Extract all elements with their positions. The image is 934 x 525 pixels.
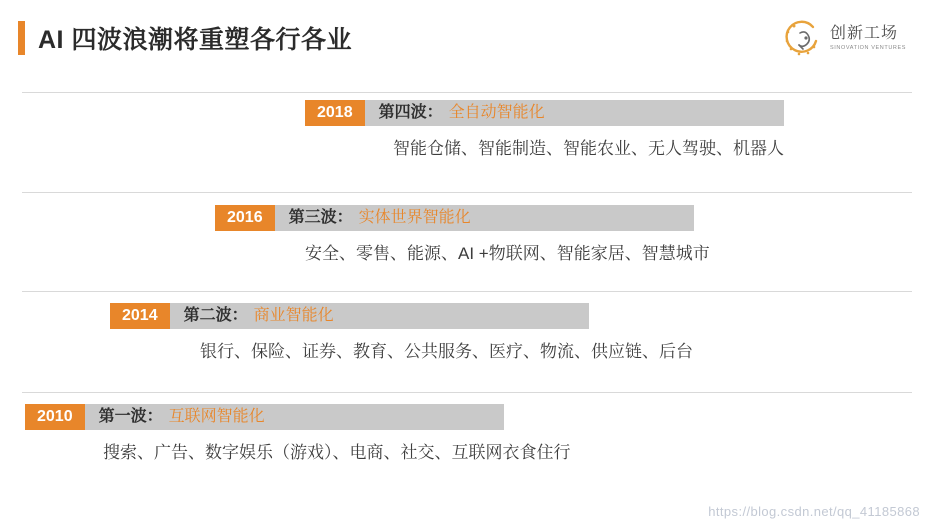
wave-bar <box>305 100 784 126</box>
wave-name: 第四波： <box>378 104 443 121</box>
wave-year: 2016 <box>215 205 275 231</box>
wave-name: 第一波： <box>98 408 163 425</box>
wave-items: 搜索、广告、数字娱乐（游戏）、电商、社交、互联网衣食住行 <box>103 443 571 462</box>
wave-desc: 实体世界智能化 <box>358 209 471 226</box>
wave-bar <box>110 303 589 329</box>
wave-label-strip <box>170 303 589 329</box>
brand-name-cn: 创新工场 <box>830 25 899 43</box>
wave-year: 2014 <box>110 303 170 329</box>
brand-logo-text <box>830 26 906 52</box>
sinovation-logo-icon <box>780 17 824 61</box>
wave-desc: 商业智能化 <box>253 307 334 324</box>
watermark: https://blog.csdn.net/qq_41185868 <box>708 504 920 519</box>
divider-wave2 <box>22 291 912 292</box>
wave-name: 第三波： <box>288 209 353 226</box>
wave-year: 2010 <box>25 404 85 430</box>
wave-name: 第二波： <box>183 307 248 324</box>
title-accent-bar <box>18 21 25 55</box>
divider-wave3 <box>22 192 912 193</box>
brand-logo <box>780 14 906 64</box>
wave-label-strip <box>85 404 504 430</box>
wave-label-strip <box>365 100 784 126</box>
wave-year: 2018 <box>305 100 365 126</box>
wave-desc: 互联网智能化 <box>168 408 265 425</box>
wave-items: 银行、保险、证券、教育、公共服务、医疗、物流、供应链、后台 <box>200 342 693 361</box>
page-header <box>18 14 916 64</box>
divider-wave1 <box>22 392 912 393</box>
page-title: AI 四波浪潮将重塑各行各业 <box>38 26 352 54</box>
wave-bar <box>25 404 504 430</box>
wave-label-strip <box>275 205 694 231</box>
wave-bar <box>215 205 694 231</box>
divider-top <box>22 92 912 93</box>
wave-desc: 全自动智能化 <box>448 104 545 121</box>
brand-name-en: SINOVATION VENTURES <box>830 45 906 52</box>
wave-items: 智能仓储、智能制造、智能农业、无人驾驶、机器人 <box>393 139 784 158</box>
wave-items: 安全、零售、能源、AI +物联网、智能家居、智慧城市 <box>305 244 710 263</box>
